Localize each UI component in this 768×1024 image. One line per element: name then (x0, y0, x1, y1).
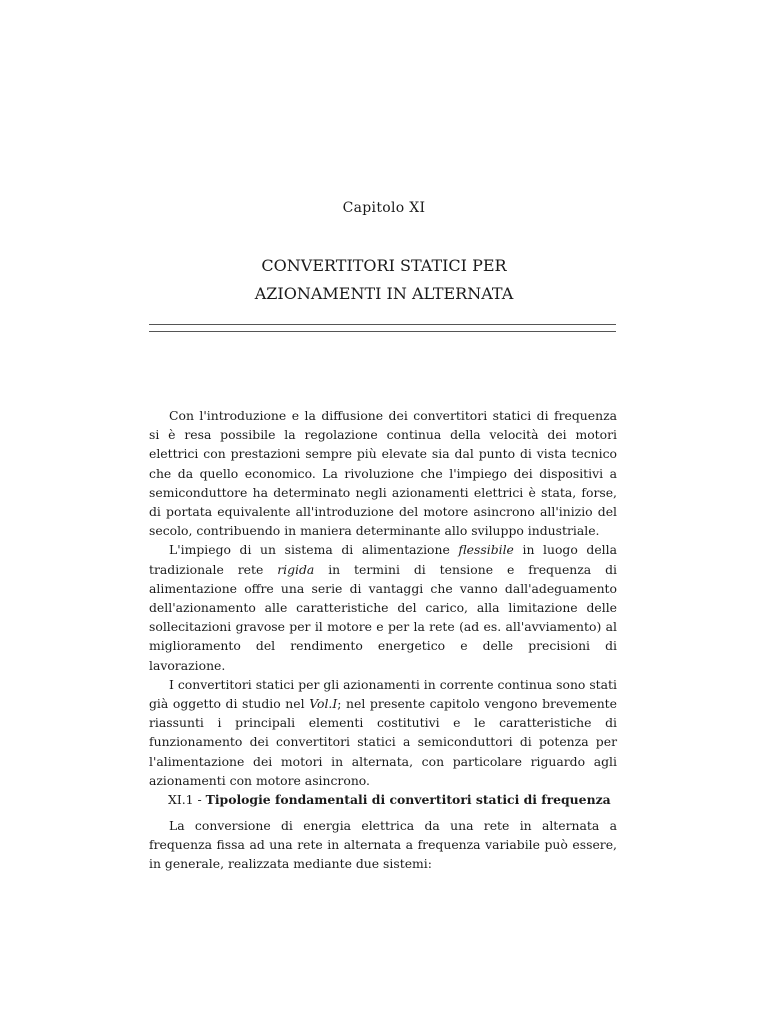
paragraph-1: Con l'introduzione e la diffusione dei convertitori statici di frequenza si è resa possibile la regolazione continua della velocità dei motori elettrici con prestazioni sempre più elevate sia dal punto di vista tecnico che da quello economico. La rivoluzione che l'impiego dei dispositivi a semiconduttore ha determinato negli azionamenti elettrici è stata, forse, di portata equivalente all'introduzione del motore asincrono all'inizio del secolo, contribuendo in maniera determinante allo sviluppo industriale. (149, 408, 617, 539)
p2-text-b: in luogo della tradizionale rete (149, 542, 617, 577)
p3-text-a: I convertitori statici per gli azionamenti in corrente continua sono stati già oggetto di studio nel (149, 676, 617, 712)
chapter-label: Capitolo XI (342, 200, 426, 216)
title-rule-top (149, 324, 616, 325)
emphasis-flessibile: flessibile (458, 542, 514, 558)
p2-text-c: in termini di tensione e frequenza di alimentazione offre una serie di vantaggi che vanno dall'adeguamento dell'azionamento alle caratteristiche del carico, alla limitazione delle sollecitazioni gravose per il motore e per la rete (ad es. all'avviamento) al miglioramento del rendimento energetico e delle precisioni di lavorazione. (149, 561, 617, 673)
p3-text-b: ; nel presente capitolo vengono brevemente riassunti i principali elementi costitutivi e le caratteristiche di funzionamento dei convertitori statici a semiconduttori di potenza per l'alimentazione dei motori in alternata, con particolare riguardo agli azionamenti con motore asincrono. (149, 696, 617, 788)
section-title: Tipologie fondamentali di convertitori statici di frequenza (205, 792, 611, 807)
section-heading (168, 790, 618, 809)
paragraph-2 (149, 540, 617, 674)
p2-text-a: L'impiego di un sistema di alimentazione (169, 542, 459, 558)
chapter-title-line-2: AZIONAMENTI IN ALTERNATA (254, 284, 514, 303)
chapter-title (0, 252, 768, 308)
emphasis-vol: Vol.I (309, 696, 338, 712)
title-rule-bottom (149, 331, 616, 332)
emphasis-rigida: rigida (277, 561, 315, 577)
section-paragraph-1: La conversione di energia elettrica da una rete in alternata a frequenza fissa ad una rete in alternata a frequenza variabile può essere, in generale, realizzata mediante due sistemi: (149, 818, 617, 872)
chapter-title-line-1: CONVERTITORI STATICI PER (261, 256, 507, 275)
section-number: XI.1 - (168, 792, 206, 807)
paragraph-3 (149, 675, 617, 790)
intro-text (149, 406, 617, 790)
section-text (149, 816, 617, 874)
